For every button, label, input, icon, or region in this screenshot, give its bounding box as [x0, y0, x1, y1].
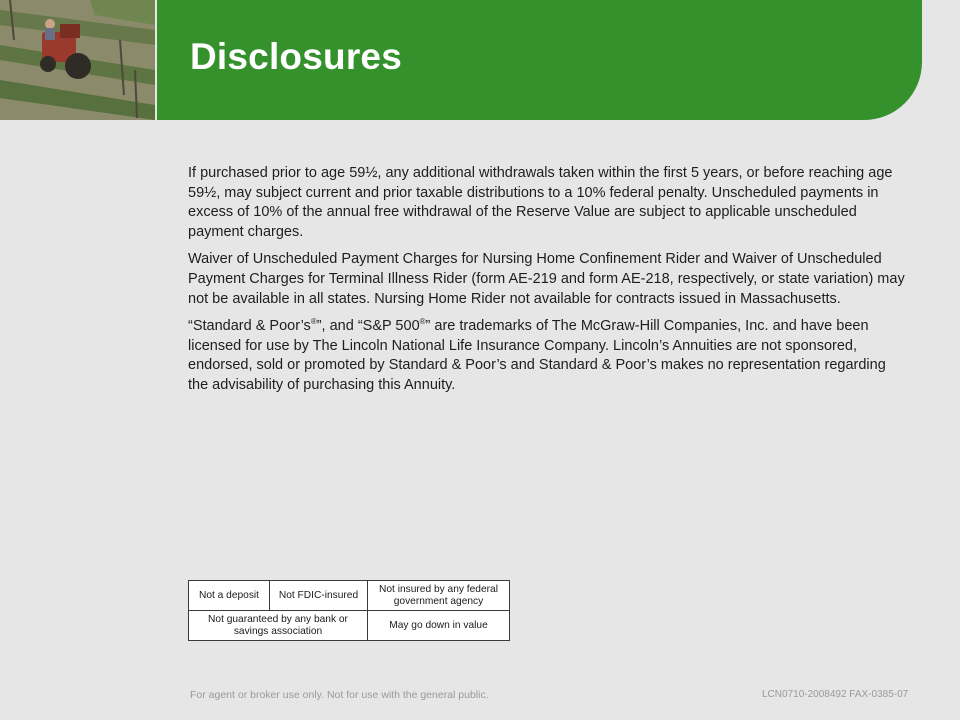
header-photo-vineyard-tractor: [0, 0, 155, 120]
not-a-deposit-cell: Not a deposit: [189, 581, 270, 611]
registered-mark: ®: [310, 317, 317, 327]
investment-disclosure-box: [188, 580, 510, 641]
not-insured-federal-cell: Not insured by any federal government agency: [368, 581, 510, 611]
sp500-name: S&P 500: [362, 318, 420, 335]
disclosure-body: [188, 164, 908, 404]
footer-notice: For agent or broker use only. Not for use with the general public.: [190, 689, 489, 701]
vineyard-image: [0, 0, 155, 120]
quote-separator: ”, and “: [316, 318, 363, 335]
not-guaranteed-text: Not guaranteed by any bank or savings association: [208, 614, 348, 637]
trademark-paragraph: [188, 317, 908, 395]
sp-name: Standard & Poor’s: [192, 318, 311, 335]
rider-waiver-paragraph: Waiver of Unscheduled Payment Charges for Nursing Home Confinement Rider and Waiver of Unscheduled Payment Charges for Terminal Illness Rider (form AE-219 and form AE-218, respectively, or state variation) may not be available in all states. Nursing Home Rider not available for contracts issued in Massachusetts.: [188, 251, 905, 307]
may-go-down-cell: May go down in value: [368, 611, 510, 641]
open-quote: “: [188, 318, 193, 335]
trademark-rest: ” are trademarks of The McGraw-Hill Companies, Inc. and have been licensed for use by The Lincoln National Life Insurance Company. Lincoln’s Annuities are not sponsored, endorsed, sold or promoted by Standard & Poor’s and Standard & Poor’s makes no representation regarding the advisability of purchasing this Annuity.: [188, 318, 886, 393]
not-fdic-insured-cell: Not FDIC-insured: [270, 581, 368, 611]
page-title: Disclosures: [190, 36, 402, 77]
not-guaranteed-cell: [189, 611, 368, 641]
footer-code: LCN0710-2008492 FAX-0385-07: [762, 689, 909, 700]
registered-mark: ®: [419, 317, 426, 327]
withdrawal-penalty-paragraph: If purchased prior to age 59½, any additional withdrawals taken within the first 5 years, or before reaching age 59½, may subject current and prior taxable distributions to a 10% federal penalty. Unscheduled payments in excess of 10% of the annual free withdrawal of the Reserve Value are subject to applicable unscheduled payment charges.: [188, 165, 893, 240]
